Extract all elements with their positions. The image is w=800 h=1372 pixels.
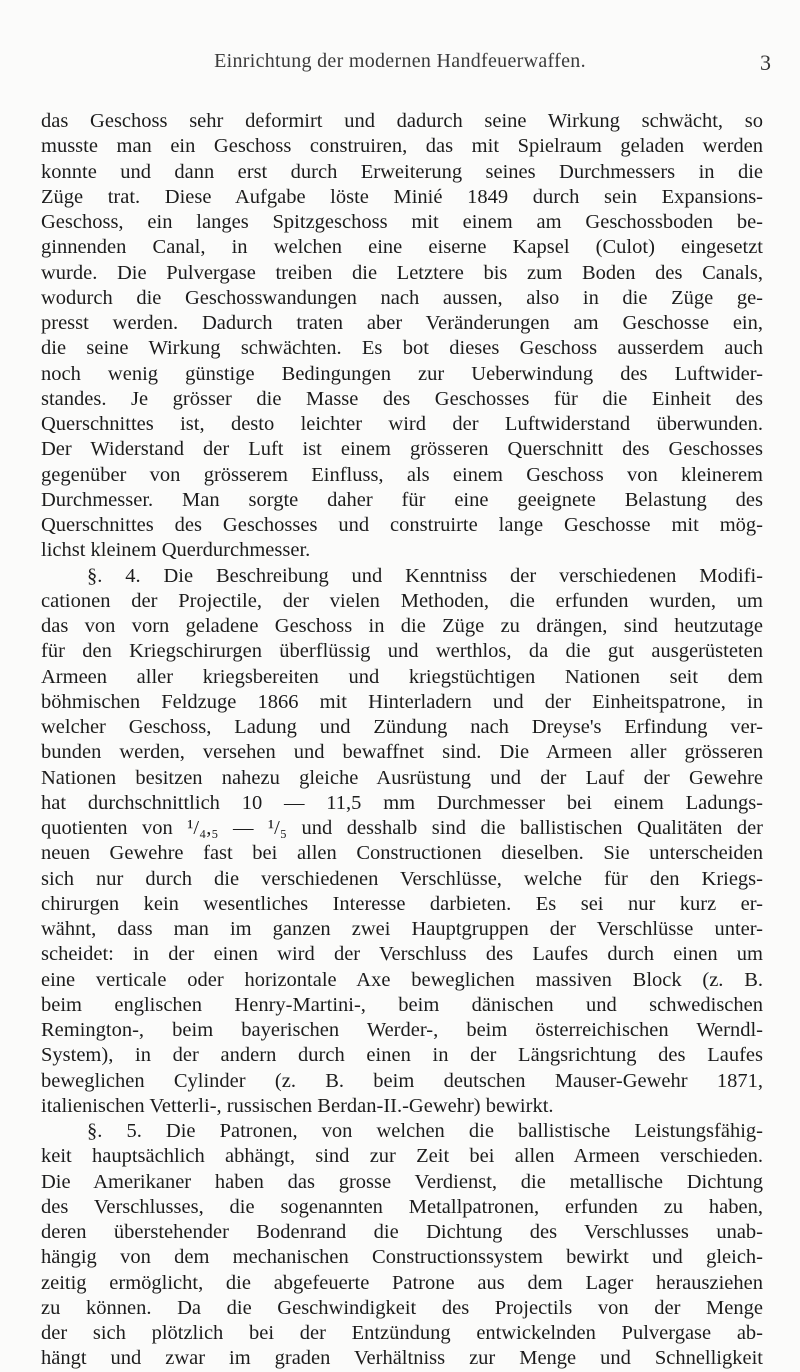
text-line: sich nur durch die verschiedenen Verschlüsse, welche für den Kriegs- [41, 867, 763, 890]
text-line: scheidet: in der einen wird der Verschluss des Laufes durch einen um [41, 943, 763, 966]
text-line: Geschoss, ein langes Spitzgeschoss mit einem am Geschossboden be- [41, 211, 763, 233]
paragraph-start-line: §. 4. Die Beschreibung und Kenntniss der verschiedenen Modifi- [87, 564, 763, 587]
text-line: presst werden. Dadurch traten aber Veränderungen am Geschosse ein, [41, 312, 763, 334]
text-line: Die Amerikaner haben das grosse Verdienst, die metallische Dichtung [41, 1170, 763, 1193]
text-line: hat durchschnittlich 10 — 11,5 mm Durchmesser bei einem Ladungs- [41, 791, 763, 814]
text-line: beim englischen Henry-Martini-, beim dänischen und schwedischen [41, 993, 763, 1016]
text-line: welcher Geschoss, Ladung und Zündung nach Dreyse's Erfindung ver- [41, 716, 763, 738]
text-line: hängt und zwar im graden Verhältniss zur Menge und Schnelligkeit [41, 1347, 763, 1370]
page-number: 3 [760, 50, 771, 75]
text-line: Züge trat. Diese Aufgabe löste Minié 1849 durch sein Expansions- [41, 185, 763, 208]
text-line: Armeen aller kriegsbereiten und kriegstüchtigen Nationen seit dem [41, 665, 763, 688]
text-line: der sich plötzlich bei der Entzündung entwickelnden Pulvergase ab- [41, 1322, 763, 1344]
text-line: lichst kleinem Querdurchmesser. [41, 539, 311, 562]
text-line: Nationen besitzen nahezu gleiche Ausrüstung und der Lauf der Gewehre [41, 766, 763, 789]
text-line: eine verticale oder horizontale Axe beweglichen massiven Block (z. B. [41, 968, 763, 991]
text-line: das Geschoss sehr deformirt und dadurch seine Wirkung schwächt, so [41, 110, 763, 132]
text-line: bunden werden, versehen und bewaffnet sind. Die Armeen aller grösseren [41, 741, 763, 764]
text-line: die seine Wirkung schwächten. Es bot dieses Geschoss ausserdem auch [41, 337, 763, 360]
text-line: Durchmesser. Man sorgte daher für eine geeignete Belastung des [41, 488, 763, 511]
text-line: zu können. Da die Geschwindigkeit des Projectils von der Menge [41, 1296, 763, 1319]
paragraph-start-line: §. 5. Die Patronen, von welchen die ballistische Leistungsfähig- [87, 1120, 763, 1142]
text-line: hängig von dem mechanischen Constructionssystem bewirkt und gleich- [41, 1246, 763, 1269]
text-line: noch wenig günstige Bedingungen zur Ueberwindung des Luftwider- [41, 362, 763, 385]
text-line: chirurgen kein wesentliches Interesse darbieten. Es sei nur kurz er- [41, 892, 763, 915]
text-line: für den Kriegschirurgen überflüssig und werthlos, da die gut ausgerüsteten [41, 640, 763, 663]
text-line: Der Widerstand der Luft ist einem grösseren Querschnitt des Geschosses [41, 438, 763, 461]
text-line: das von vorn geladene Geschoss in die Züge zu drängen, sind heutzutage [41, 615, 763, 637]
text-line: wodurch die Geschosswandungen nach aussen, also in die Züge ge- [41, 286, 763, 309]
text-line: neuen Gewehre fast bei allen Constructionen dieselben. Sie unterscheiden [41, 842, 763, 865]
text-line: beweglichen Cylinder (z. B. beim deutschen Mauser-Gewehr 1871, [41, 1069, 763, 1092]
text-line: zeitig ermöglicht, die abgefeuerte Patrone aus dem Lager herausziehen [41, 1271, 763, 1294]
text-line: Remington-, beim bayerischen Werder-, beim österreichischen Werndl- [41, 1019, 763, 1041]
text-line: deren überstehender Bodenrand die Dichtung des Verschlusses unab- [41, 1221, 763, 1243]
text-line: italienischen Vetterli-, russischen Berdan-II.-Gewehr) bewirkt. [41, 1094, 554, 1117]
text-line: wurde. Die Pulvergase treiben die Letztere bis zum Boden des Canals, [41, 261, 763, 284]
text-line: Querschnittes des Geschosses und construirte lange Geschosse mit mög- [41, 514, 763, 536]
text-line: standes. Je grösser die Masse des Geschosses für die Einheit des [41, 387, 763, 410]
text-line: wähnt, dass man im ganzen zwei Hauptgruppen der Verschlüsse unter- [41, 918, 763, 940]
text-line: gegenüber von grösserem Einfluss, als einem Geschoss von kleinerem [41, 463, 763, 486]
text-line: System), in der andern durch einen in der Längsrichtung des Laufes [41, 1044, 763, 1067]
text-line: quotienten von ¹/₄,₅ — ¹/₅ und desshalb sind die ballistischen Qualitäten der [41, 817, 763, 839]
text-line: musste man ein Geschoss construiren, das mit Spielraum geladen werden [41, 135, 763, 158]
running-head: Einrichtung der modernen Handfeuerwaffen. [214, 50, 586, 72]
text-line: ginnenden Canal, in welchen eine eiserne Kapsel (Culot) eingesetzt [41, 236, 763, 259]
text-line: konnte und dann erst durch Erweiterung seines Durchmessers in die [41, 160, 763, 183]
text-line: cationen der Projectile, der vielen Methoden, die erfunden wurden, um [41, 589, 763, 612]
text-line: Querschnittes ist, desto leichter wird der Luftwiderstand überwunden. [41, 413, 763, 435]
text-line: böhmischen Feldzuge 1866 mit Hinterladern und der Einheitspatrone, in [41, 690, 763, 713]
text-line: des Verschlusses, die sogenannten Metallpatronen, erfunden zu haben, [41, 1195, 763, 1218]
text-line: keit hauptsächlich abhängt, sind zur Zeit bei allen Armeen verschieden. [41, 1145, 763, 1168]
